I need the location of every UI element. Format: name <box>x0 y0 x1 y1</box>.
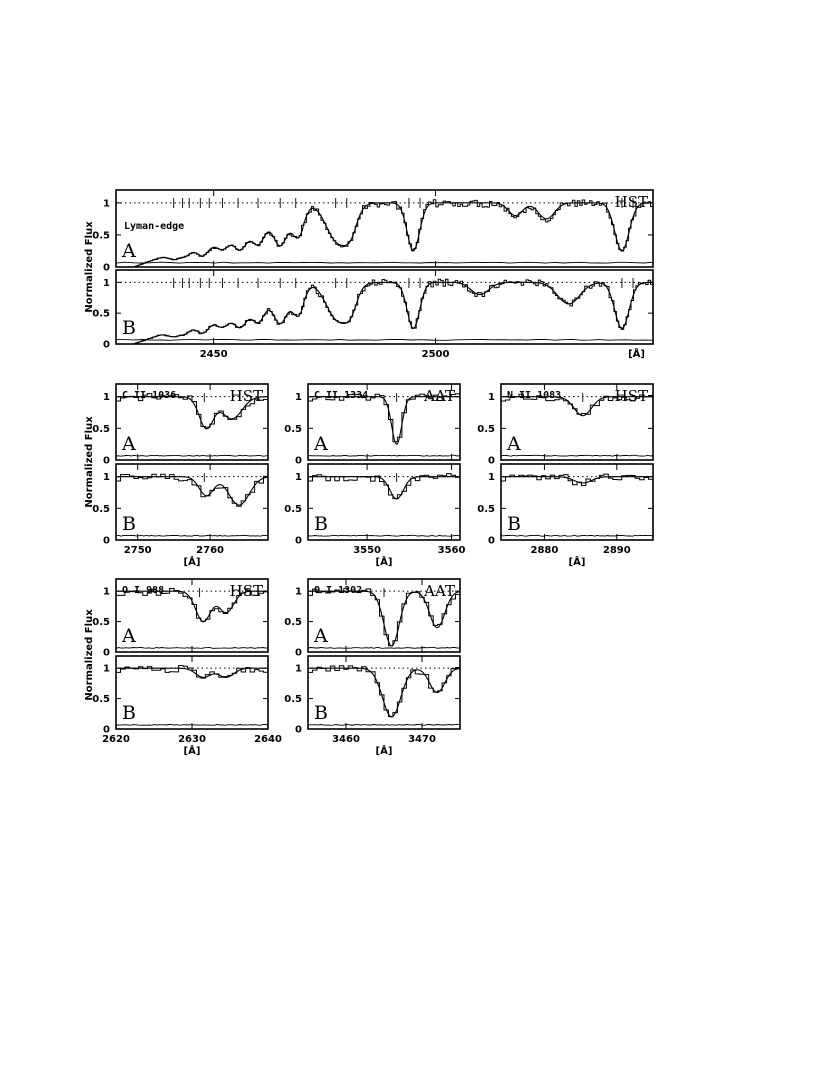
x-tick-label: 3470 <box>408 734 436 745</box>
x-tick-label: 3460 <box>332 734 360 745</box>
model-fit <box>501 477 653 483</box>
panel-label-b: B <box>122 317 136 339</box>
y-tick-label: 1 <box>488 392 495 404</box>
o1_988-panel-B <box>92 656 268 736</box>
error-spectrum <box>116 455 268 456</box>
panel-label-b: B <box>122 702 136 724</box>
error-spectrum <box>501 535 653 536</box>
y-tick-label: 1 <box>103 472 110 484</box>
x-unit-label: [Å] <box>568 557 586 568</box>
panel-label-b: B <box>314 702 328 724</box>
x-unit-label: [Å] <box>183 557 201 568</box>
y-tick-label: 1 <box>295 472 302 484</box>
y-tick-label: 0.5 <box>284 617 302 629</box>
n2_1083-panel-B <box>477 464 653 547</box>
y-tick-label: 1 <box>295 663 302 675</box>
telescope-label: HST <box>229 582 263 600</box>
telescope-label: HST <box>229 387 263 405</box>
panel-label-a: A <box>314 433 328 455</box>
y-tick-label: 0.5 <box>92 694 110 706</box>
error-spectrum <box>116 339 653 340</box>
x-unit-label: [Å] <box>375 746 393 757</box>
y-tick-label: 1 <box>295 586 302 598</box>
lyman-panel-B <box>92 270 653 351</box>
y-tick-label: 0.5 <box>477 423 495 435</box>
x-unit-label: [Å] <box>183 746 201 757</box>
y-tick-label: 1 <box>103 663 110 675</box>
telescope-label: AAT <box>424 387 455 405</box>
y-axis-label: Normalized Flux <box>84 416 95 508</box>
ion-label: C II 1334 <box>314 390 369 401</box>
y-tick-label: 0 <box>103 262 110 274</box>
y-tick-label: 0 <box>103 647 110 659</box>
error-spectrum <box>308 455 460 456</box>
y-axis-label: Normalized Flux <box>84 609 95 701</box>
error-spectrum <box>308 647 460 648</box>
error-spectrum <box>308 725 460 726</box>
y-tick-label: 1 <box>103 277 110 289</box>
x-tick-label: 2640 <box>254 734 282 745</box>
x-tick-label: 2630 <box>178 734 206 745</box>
y-tick-label: 0 <box>103 339 110 351</box>
y-tick-label: 0.5 <box>477 503 495 515</box>
y-tick-label: 0 <box>488 455 495 467</box>
y-tick-label: 0.5 <box>92 230 110 242</box>
y-tick-label: 0 <box>295 535 302 547</box>
x-tick-label: 2760 <box>196 545 225 556</box>
model-fit <box>116 203 653 267</box>
data-spectrum <box>116 200 653 267</box>
data-spectrum <box>116 666 268 679</box>
y-tick-label: 1 <box>295 392 302 404</box>
telescope-label: AAT <box>424 582 455 600</box>
y-tick-label: 0 <box>488 535 495 547</box>
y-tick-label: 1 <box>103 392 110 404</box>
x-tick-label: 2880 <box>530 545 559 556</box>
y-tick-label: 0 <box>103 535 110 547</box>
panel-label-b: B <box>507 513 521 535</box>
ion-label: O I 988 <box>122 585 165 596</box>
y-tick-label: 0 <box>295 647 302 659</box>
y-tick-label: 1 <box>103 198 110 210</box>
y-tick-label: 0 <box>295 455 302 467</box>
c2_1334-panel-A <box>284 384 460 467</box>
chart-lyman <box>124 193 648 360</box>
data-spectrum <box>116 279 653 344</box>
x-tick-label: 3550 <box>353 545 382 556</box>
ion-label: C II 1036 <box>122 390 177 401</box>
error-spectrum <box>116 262 653 263</box>
y-tick-label: 0.5 <box>92 308 110 320</box>
x-tick-label: 2750 <box>123 545 152 556</box>
y-tick-label: 0.5 <box>92 503 110 515</box>
ion-label: N II 1083 <box>507 390 562 401</box>
y-tick-label: 0.5 <box>284 503 302 515</box>
error-spectrum <box>501 455 653 456</box>
y-tick-label: 1 <box>488 472 495 484</box>
ion-label: O I 1302 <box>314 585 363 596</box>
panel-frame <box>116 464 268 540</box>
x-tick-label: 2500 <box>421 349 450 360</box>
y-tick-label: 0 <box>103 724 110 736</box>
panel-label-a: A <box>507 433 521 455</box>
telescope-label: HST <box>614 387 648 405</box>
telescope-label: HST <box>614 193 648 211</box>
data-spectrum <box>308 666 460 717</box>
c2_1036-panel-B <box>92 464 268 547</box>
panel-label-b: B <box>314 513 328 535</box>
x-tick-label: 3560 <box>437 545 466 556</box>
x-tick-label: 2450 <box>199 349 228 360</box>
panel-label-a: A <box>122 433 136 455</box>
y-tick-label: 0.5 <box>284 694 302 706</box>
y-tick-label: 1 <box>103 586 110 598</box>
panel-label-a: A <box>122 240 136 262</box>
panel-label-a: A <box>122 625 136 647</box>
error-spectrum <box>308 535 460 536</box>
model-fit <box>116 282 653 344</box>
o1_1302-panel-B <box>284 656 460 736</box>
y-tick-label: 0.5 <box>92 617 110 629</box>
x-unit-label: [Å] <box>375 557 393 568</box>
x-tick-label: 2890 <box>602 545 631 556</box>
error-spectrum <box>116 725 268 726</box>
n2_1083-panel-A <box>477 384 653 467</box>
y-tick-label: 0.5 <box>92 423 110 435</box>
panel-label-a: A <box>314 625 328 647</box>
data-spectrum <box>501 474 653 486</box>
x-unit-label: [Å] <box>628 349 645 360</box>
y-axis-label: Normalized Flux <box>84 221 95 313</box>
panel-label-b: B <box>122 513 136 535</box>
data-spectrum <box>308 474 460 499</box>
error-spectrum <box>116 535 268 536</box>
c2_1334-panel-B <box>284 464 460 547</box>
y-tick-label: 0.5 <box>284 423 302 435</box>
y-tick-label: 0 <box>295 724 302 736</box>
annotation-label: Lyman-edge <box>124 221 185 232</box>
y-tick-label: 0 <box>103 455 110 467</box>
x-tick-label: 2620 <box>102 734 130 745</box>
panel-frame <box>116 270 653 344</box>
